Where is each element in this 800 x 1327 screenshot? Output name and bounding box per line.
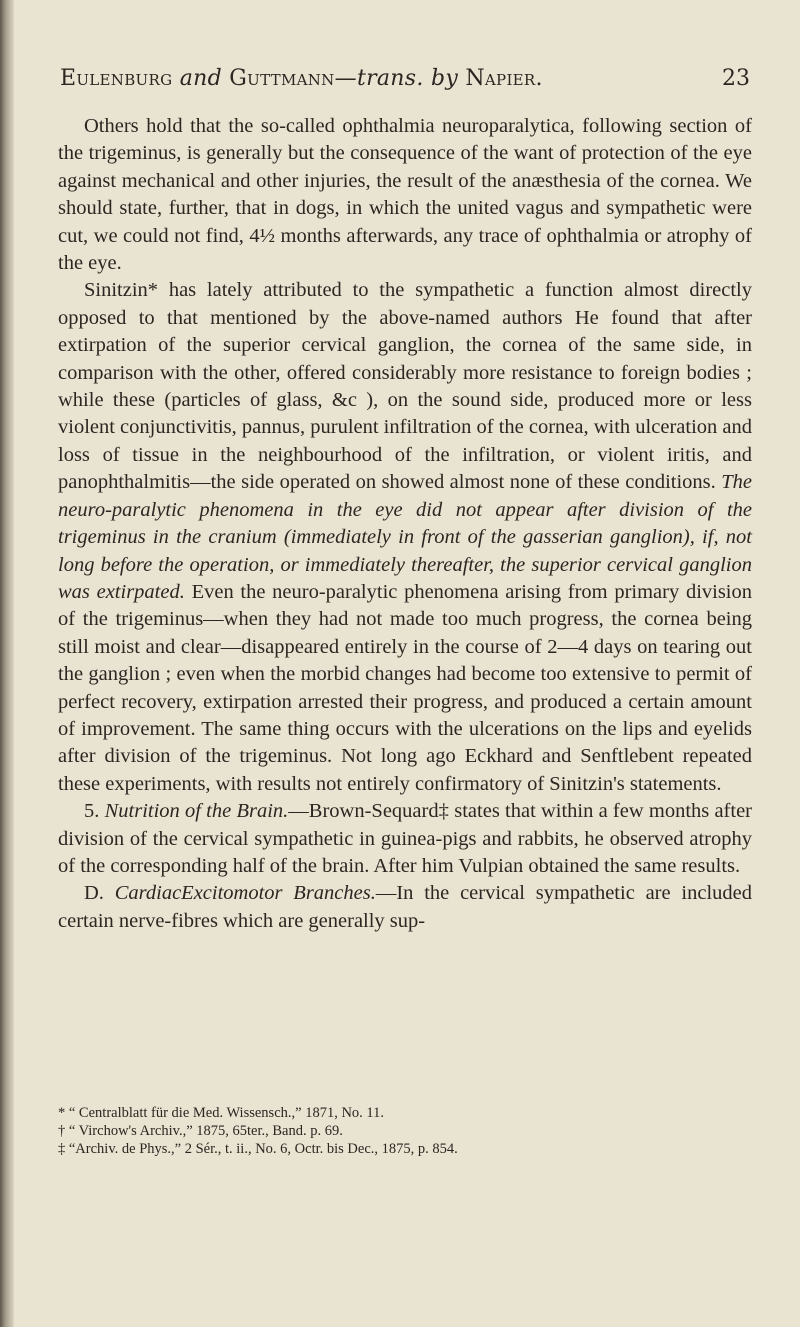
trans-by: trans. by [356,66,459,91]
paragraph-ophthalmia: Others hold that the so-called ophthalmia neuroparalytica, following section of the trigeminus, is generally but the consequence of the want of protection of the eye against mechanical and other injuries, the result of the anæsthesia of the cornea. We should state, further, that in dogs, in which the united vagus and sympathetic were cut, we could not find, 4½ months afterwards, any trace of ophthalmia or atrophy of the eye. [58,115,752,275]
translator-napier: Napier. [465,66,543,91]
footnote-star: * “ Centralblatt für die Med. Wissensch.,” 1871, No. 11. [58,1105,385,1121]
body-text [58,113,752,935]
section-5-text: —Brown-Sequard‡ states that within a few months after division of the cervical sympathetic in guinea-pigs and rabbits, he observed atrophy of the corresponding half of the brain. After him Vulpian obtained the same results. [58,800,753,877]
binding-shadow [0,0,14,1327]
running-title [60,66,543,91]
section-5-number: 5. [84,800,100,823]
section-d-number: D. [84,882,104,905]
footnotes [58,1104,752,1158]
section-d-text: —In the cervical sympathetic are included certain nerve-fibres which are generally sup- [58,882,752,932]
page-number: 23 [722,66,750,91]
paragraph-sinitzin [58,277,752,798]
section-5-heading: Nutrition of the Brain. [104,800,289,823]
section-d-heading: CardiacExcitomotor Branches. [114,882,376,905]
paragraph-cardiac-branches [58,880,752,935]
footnote-dagger: † “ Virchow's Archiv.,” 1875, 65ter., Band. p. 69. [58,1123,343,1139]
sinitzin-italic: The neuro-paralytic phenomena in the eye did not appear after division of the trigeminus in the cranium (immediately in front of the gasserian ganglion), if, not long before the operation, or immediately thereafter, the superior cervical ganglion was extirpated. [58,471,752,603]
header-dash: — [334,66,357,91]
running-header [60,66,750,102]
author-guttmann: Guttmann [229,66,335,91]
sinitzin-tail: Even the neuro-paralytic phenomena arising from primary division of the trigeminus—when they had not made too much progress, the cornea being still moist and clear—disappeared entirely in the course of 2—4 days on tearing out the ganglion ; even when the morbid changes had become too extensive to permit of perfect recovery, extirpation arrested their progress, and produced a certain amount of improvement. The same thing occurs with the ulcerations on the lips and eyelids after division of the trigeminus. Not long ago Eckhard and Senftlebent repeated these experiments, with results not entirely confirmatory of Sinitzin's statements. [58,580,753,795]
and-word: and [179,66,222,91]
paragraph-nutrition-of-brain [58,798,752,880]
sinitzin-lead: Sinitzin* has lately attributed to the sympathetic a function almost directly opposed to that mentioned by the above-named authors He found that after extirpation of the superior cervical ganglion, the cornea of the same side, in comparison with the other, offered considerably more resistance to foreign bodies ; while these (particles of glass, &c ), on the sound side, produced more or less violent conjunctivitis, pannus, purulent infiltration of the cornea, with ulceration and loss of tissue in the neighbourhood of the infiltration, or violent iritis, and panophthalmitis—the side operated on showed almost none of these conditions. [58,279,752,494]
author-eulenburg: Eulenburg [60,66,173,91]
footnote-double-dagger: ‡ “Archiv. de Phys.,” 2 Sér., t. ii., No. 6, Octr. bis Dec., 1875, p. 854. [58,1141,458,1157]
